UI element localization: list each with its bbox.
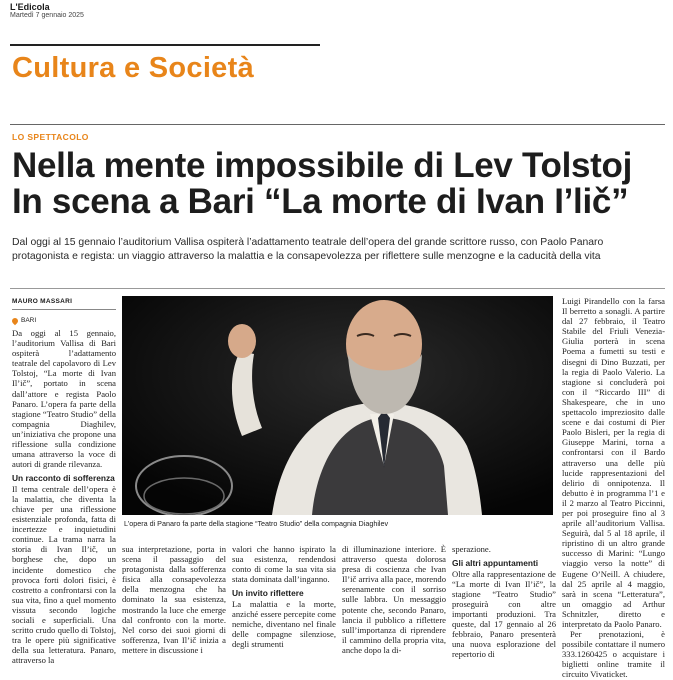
paragraph: di illuminazione interiore. È attraverso questa dolorosa presa di coscienza che Ivan Il’ič arriva alla pace, morendo serenamente con il sorriso sulle labbra. Un messaggio potente che, secondo Panaro, lancia il pubblico a riflettere sull’importanza di riprendere il cammino della propria vita, anche dopo la di- — [342, 544, 446, 655]
actor-on-stage-image — [122, 296, 553, 515]
section-title: Cultura e Società — [12, 52, 254, 84]
article-column-2 — [122, 544, 226, 655]
paragraph: La malattia e la morte, anziché essere percepite come nemiche, diventano nel finale delle compagne silenziose, degli strumenti — [232, 598, 336, 650]
article-photo — [122, 296, 553, 515]
byline-rule — [12, 309, 116, 310]
headline-line-1: Nella mente impossibile di Lev Tolstoj — [12, 146, 633, 185]
section-subheading: Un racconto di sofferenza — [12, 473, 115, 484]
article-headline — [12, 148, 662, 220]
article-column-5 — [452, 544, 556, 659]
article-column-1 — [12, 328, 116, 666]
photo-caption: L’opera di Panaro fa parte della stagione “Teatro Studio” della compagnia Diaghilev — [122, 516, 553, 530]
article-top-rule — [10, 124, 665, 125]
dateline-place: BARI — [21, 317, 37, 324]
section-rule — [10, 44, 320, 46]
article-kicker: LO SPETTACOLO — [12, 132, 89, 142]
headline-line-2: In scena a Bari “La morte di Ivan I’lič” — [12, 182, 629, 221]
paragraph: Luigi Pirandello con la farsa Il berretto a sonagli. A partire dal 27 febbraio, il Teatro Stabile del Friuli Venezia-Giulia porterà in scena Poema a fumetti su testi e disegni di Dino Buzzati, per la regia di Paolo Valerio. La stagione si concluderà poi con il “Riccardo III” di Shakespeare, che in uno spettacolo impreziosito dalle scene e dai costumi di Pier Paolo Bisleri, per la regia di Giuseppe Marini, torna a confrontarsi con il Bardo attraverso una delle più lucide rappresentazioni del delirio di onnipotenza. Il debutto è in programma l’1 e il 2 marzo al Teatro Piccinni, per poi proseguire fino al 3 aprile all’auditorium Vallisa. Seguirà, dal 5 al 18 aprile, il ripristino di un altro grande successo di Marini: “Lungo viaggio verso la notte” di Eugene O’Neill. A chiudere, dal 25 aprile al 4 maggio, sarà in scena “Letteratura”, un omaggio ad Arthur Schnitzler, diretto e interpretato da Paolo Panaro. — [562, 296, 665, 629]
author-byline: MAURO MASSARI — [12, 298, 73, 305]
subhead-rule — [10, 288, 665, 289]
article-column-4 — [342, 544, 446, 655]
location-pin-icon — [11, 316, 19, 324]
paragraph: Per prenotazioni, è possibile contattare il numero 333.1260425 o acquistare i biglietti online tramite il circuito Vivaticket. — [562, 629, 665, 680]
paragraph: sua interpretazione, porta in scena il passaggio del protagonista dalla sofferenza fisica alla consapevolezza della menzogna che ha dominato la sua esistenza, mostrando la luce che emerge dal confronto con la morte. Nel corso dei suoi giorni di sofferenza, Ivan Il’ič inizia a mettere in discussione i — [122, 544, 226, 655]
paragraph: Il tema centrale dell’opera è la malattia, che diventa la chiave per una riflessione esistenziale profonda, fatta di incertezze e inquietudini continue. La trama narra la storia di Ivan Il’ič, un borghese che, dopo un incidente domestico che provoca forti dolori fisici, è costretto a confrontarsi con la sua vita, fino a quel momento vissuta secondo logiche sociali e superficiali. Una scritto crudo quello di Tolstoj, tra le opere più significative della sua letteratura. Panaro, attraverso la — [12, 483, 116, 666]
newspaper-brand: L'Edicola — [10, 2, 50, 12]
dateline — [12, 317, 36, 324]
paragraph: Da oggi al 15 gennaio, l’auditorium Vallisa di Bari ospiterà l’adattamento teatrale del capolavoro di Lev Tolstoj, “La morte di Ivan Il’ič”, portato in scena dall’attore e regista Paolo Panaro. L’opera fa parte della stagione “Teatro Studio” della compagnia Diaghilev, un’iniziativa che propone una riflessione sulla condizione umana attraverso la voce di autori di grande rilevanza. — [12, 328, 116, 470]
section-subheading: Un invito riflettere — [232, 588, 304, 599]
paragraph: sperazione. — [452, 544, 491, 554]
section-subheading: Gli altri appuntamenti — [452, 558, 539, 569]
masthead — [10, 2, 84, 19]
article-subhead: Dal oggi al 15 gennaio l’auditorium Vallisa ospiterà l’adattamento teatrale dell’opera del grande scrittore russo, con Paolo Panaro protagonista e regista: un viaggio attraverso la malattia e la consapevolezza per riflettere sulle menzogne e la caducità della vita — [12, 237, 604, 262]
paragraph: Oltre alla rappresentazione de “La morte di Ivan Il’ič”, la stagione “Teatro Studio” proseguirà con altre importanti produzioni. Tra queste, dal 17 gennaio al 26 febbraio, Panaro presenterà una nuova esplorazione del repertorio di — [452, 568, 556, 660]
paragraph: valori che hanno ispirato la sua esistenza, rendendosi conto di come la sua vita sia stata dominata dall’inganno. — [232, 544, 336, 585]
article-column-3 — [232, 544, 336, 649]
article-column-6 — [562, 296, 665, 680]
issue-date: Martedì 7 gennaio 2025 — [10, 12, 84, 19]
